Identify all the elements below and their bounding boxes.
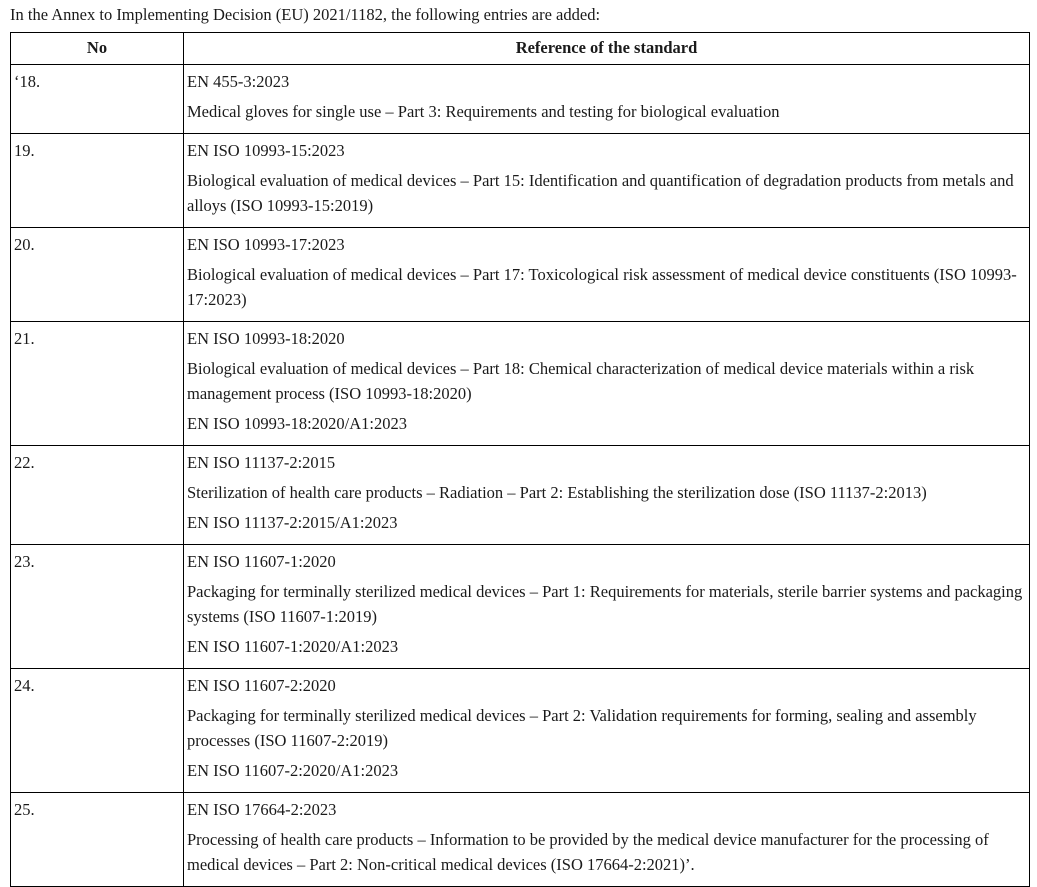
- table-row: [11, 446, 1030, 545]
- table-row: [11, 669, 1030, 793]
- row-number-cell: [11, 134, 184, 228]
- reference-paragraph: EN ISO 10993-18:2020/A1:2023: [187, 414, 407, 433]
- row-number: 25.: [14, 800, 35, 819]
- reference-paragraph: EN ISO 10993-17:2023: [187, 235, 345, 254]
- reference-paragraph: EN ISO 11137-2:2015/A1:2023: [187, 513, 398, 532]
- table-row: [11, 322, 1030, 446]
- column-header-reference: Reference of the standard: [184, 33, 1030, 65]
- table-body: [11, 65, 1030, 887]
- row-reference-cell: [184, 134, 1030, 228]
- row-reference-cell: [184, 65, 1030, 134]
- row-number-cell: [11, 669, 184, 793]
- row-number: 23.: [14, 552, 35, 571]
- reference-paragraph: Medical gloves for single use – Part 3: Requirements and testing for biological evaluation: [187, 102, 780, 121]
- row-reference-cell: [184, 669, 1030, 793]
- row-reference-cell: [184, 545, 1030, 669]
- reference-paragraph: Processing of health care products – Information to be provided by the medical device manufacturer for the processing of medical devices – Part 2: Non-critical medical devices (ISO 17664-2:2021)’.: [187, 830, 989, 874]
- reference-paragraph: EN ISO 11607-1:2020/A1:2023: [187, 637, 399, 656]
- row-reference-cell: [184, 793, 1030, 887]
- column-header-no: No: [11, 33, 184, 65]
- reference-paragraph: EN ISO 11607-2:2020: [187, 676, 336, 695]
- row-number-cell: [11, 545, 184, 669]
- reference-paragraph: Biological evaluation of medical devices – Part 15: Identification and quantification of degradation products from metals and alloys (ISO 10993-15:2019): [187, 171, 1014, 215]
- row-number: 21.: [14, 329, 35, 348]
- reference-paragraph: Packaging for terminally sterilized medical devices – Part 1: Requirements for materials, sterile barrier systems and packaging systems (ISO 11607-1:2019): [187, 582, 1023, 626]
- reference-paragraph: Biological evaluation of medical devices – Part 17: Toxicological risk assessment of medical device constituents (ISO 10993-17:2023): [187, 265, 1017, 309]
- reference-paragraph: EN ISO 11137-2:2015: [187, 453, 336, 472]
- row-number: 22.: [14, 453, 35, 472]
- row-reference-cell: [184, 446, 1030, 545]
- row-reference-cell: [184, 228, 1030, 322]
- row-number: 20.: [14, 235, 35, 254]
- table-row: [11, 793, 1030, 887]
- reference-paragraph: EN ISO 17664-2:2023: [187, 800, 337, 819]
- table-row: [11, 134, 1030, 228]
- reference-paragraph: Packaging for terminally sterilized medical devices – Part 2: Validation requirements for forming, sealing and assembly processes (ISO 11607-2:2019): [187, 706, 977, 750]
- table-row: [11, 228, 1030, 322]
- table-row: [11, 545, 1030, 669]
- row-reference-cell: [184, 322, 1030, 446]
- row-number-cell: [11, 446, 184, 545]
- row-number-cell: [11, 322, 184, 446]
- reference-paragraph: EN ISO 11607-1:2020: [187, 552, 336, 571]
- reference-paragraph: EN ISO 10993-15:2023: [187, 141, 345, 160]
- intro-text: In the Annex to Implementing Decision (EU) 2021/1182, the following entries are added:: [10, 5, 601, 24]
- table-header-row: [11, 33, 1030, 65]
- reference-paragraph: EN ISO 11607-2:2020/A1:2023: [187, 761, 399, 780]
- row-number-cell: [11, 65, 184, 134]
- reference-paragraph: EN 455-3:2023: [187, 72, 290, 91]
- row-number: ‘18.: [14, 72, 41, 91]
- row-number: 24.: [14, 676, 35, 695]
- standards-table: [10, 32, 1030, 887]
- row-number-cell: [11, 793, 184, 887]
- reference-paragraph: EN ISO 10993-18:2020: [187, 329, 345, 348]
- table-row: [11, 65, 1030, 134]
- row-number-cell: [11, 228, 184, 322]
- row-number: 19.: [14, 141, 35, 160]
- reference-paragraph: Biological evaluation of medical devices – Part 18: Chemical characterization of medical device materials within a risk management process (ISO 10993-18:2020): [187, 359, 975, 403]
- reference-paragraph: Sterilization of health care products – Radiation – Part 2: Establishing the sterilization dose (ISO 11137-2:2013): [187, 483, 927, 502]
